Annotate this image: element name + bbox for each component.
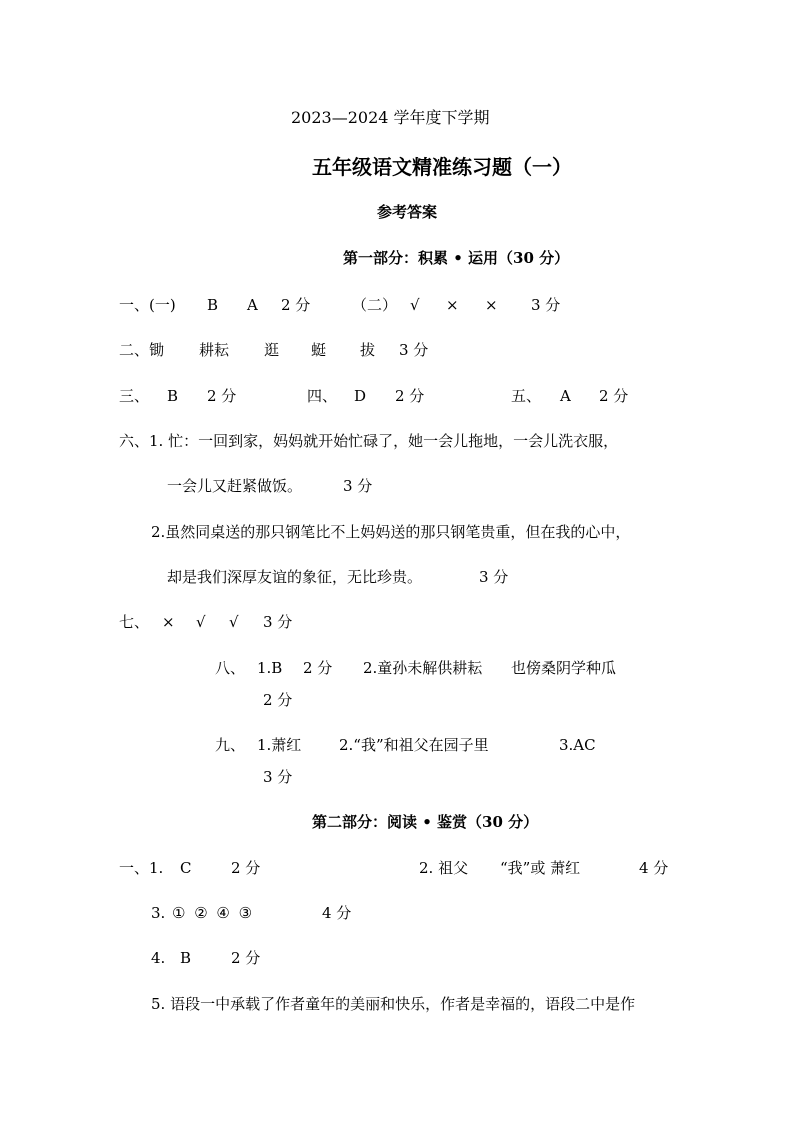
q7-answer-2: √ — [196, 613, 206, 631]
q1-score-2: 3 分 — [531, 296, 561, 314]
p2-q3-score: 4 分 — [322, 904, 352, 922]
q1-label: 一、(一) — [119, 296, 176, 314]
q3-answer: B — [167, 387, 179, 405]
q9-score: 3 分 — [263, 768, 293, 786]
q2-word-1: 耕耘 — [199, 341, 230, 359]
part2-heading: 第二部分：阅读 • 鉴赏（30 分） — [312, 813, 539, 831]
q6-line-3: 2.虽然同桌送的那只钢笔比不上妈妈送的那只钢笔贵重，但在我的心中， — [151, 523, 631, 541]
q5-answer: A — [560, 387, 571, 405]
q1-answer-3: √ — [410, 296, 420, 314]
q2-word-3: 蜓 — [311, 341, 327, 359]
q9-answer-2: 2.“我”和祖父在园子里 — [339, 736, 489, 754]
q4-answer: D — [354, 387, 367, 405]
q9-answer-1: 1.萧红 — [257, 736, 302, 754]
q1-answer-1: B — [207, 296, 219, 314]
q5-label: 五、 — [511, 387, 542, 405]
q6-line-4: 却是我们深厚友谊的象征，无比珍贵。 — [167, 568, 423, 586]
q7-label: 七、 — [119, 613, 150, 631]
q3-label: 三、 — [119, 387, 150, 405]
q6-line-1: 六、1. 忙：一回到家，妈妈就开始忙碌了，她一会儿拖地，一会儿洗衣服， — [119, 432, 619, 450]
q9-answer-3: 3.AC — [559, 736, 596, 754]
p2-q3-label: 3. — [151, 904, 166, 922]
q6-line-2: 一会儿又赶紧做饭。 — [167, 477, 303, 495]
q1-label-2: （二） — [352, 296, 398, 314]
p2-q4-score: 2 分 — [231, 949, 261, 967]
q4-label: 四、 — [307, 387, 338, 405]
p2-q5-line: 5. 语段一中承载了作者童年的美丽和快乐，作者是幸福的，语段二中是作 — [151, 995, 636, 1013]
p2-q4-label: 4. — [151, 949, 166, 967]
q8-answer-3: 也傍桑阴学种瓜 — [511, 659, 617, 677]
p2-q1-label: 一、1. — [119, 859, 164, 877]
q2-word-4: 拔 — [360, 341, 376, 359]
q7-answer-1: × — [162, 613, 175, 631]
q9-label: 九、 — [215, 736, 246, 754]
part1-heading: 第一部分：积累 • 运用（30 分） — [343, 249, 570, 267]
q2-label: 二、锄 — [119, 341, 165, 359]
q5-score: 2 分 — [599, 387, 629, 405]
q8-score-1: 2 分 — [303, 659, 333, 677]
p2-q1-answer: C — [180, 859, 192, 877]
q1-answer-5: × — [485, 296, 498, 314]
school-year: 2023—2024 学年度下学期 — [291, 108, 490, 127]
page-title: 五年级语文精准练习题（一） — [312, 155, 572, 179]
p2-q2-score: 4 分 — [639, 859, 669, 877]
p2-q4-answer: B — [180, 949, 192, 967]
q1-score-1: 2 分 — [281, 296, 311, 314]
q3-score: 2 分 — [207, 387, 237, 405]
q8-answer-2: 2.童孙未解供耕耘 — [363, 659, 483, 677]
q7-score: 3 分 — [263, 613, 293, 631]
p2-q1-score: 2 分 — [231, 859, 261, 877]
q6-score-1: 3 分 — [343, 477, 373, 495]
q6-score-2: 3 分 — [479, 568, 509, 586]
q2-score: 3 分 — [399, 341, 429, 359]
p2-q2-answer-2: “我”或 萧红 — [500, 859, 581, 877]
q2-word-2: 逛 — [264, 341, 280, 359]
q8-label: 八、 — [215, 659, 246, 677]
q7-answer-3: √ — [229, 613, 239, 631]
q8-answer-1: 1.B — [257, 659, 283, 677]
p2-q2-answer-1: 2. 祖父 — [419, 859, 469, 877]
q1-answer-2: A — [247, 296, 258, 314]
q8-score-2: 2 分 — [263, 691, 293, 709]
q1-answer-4: × — [446, 296, 459, 314]
p2-q3-order: ① ② ④ ③ — [172, 904, 253, 922]
q4-score: 2 分 — [395, 387, 425, 405]
page-subtitle: 参考答案 — [377, 203, 438, 221]
